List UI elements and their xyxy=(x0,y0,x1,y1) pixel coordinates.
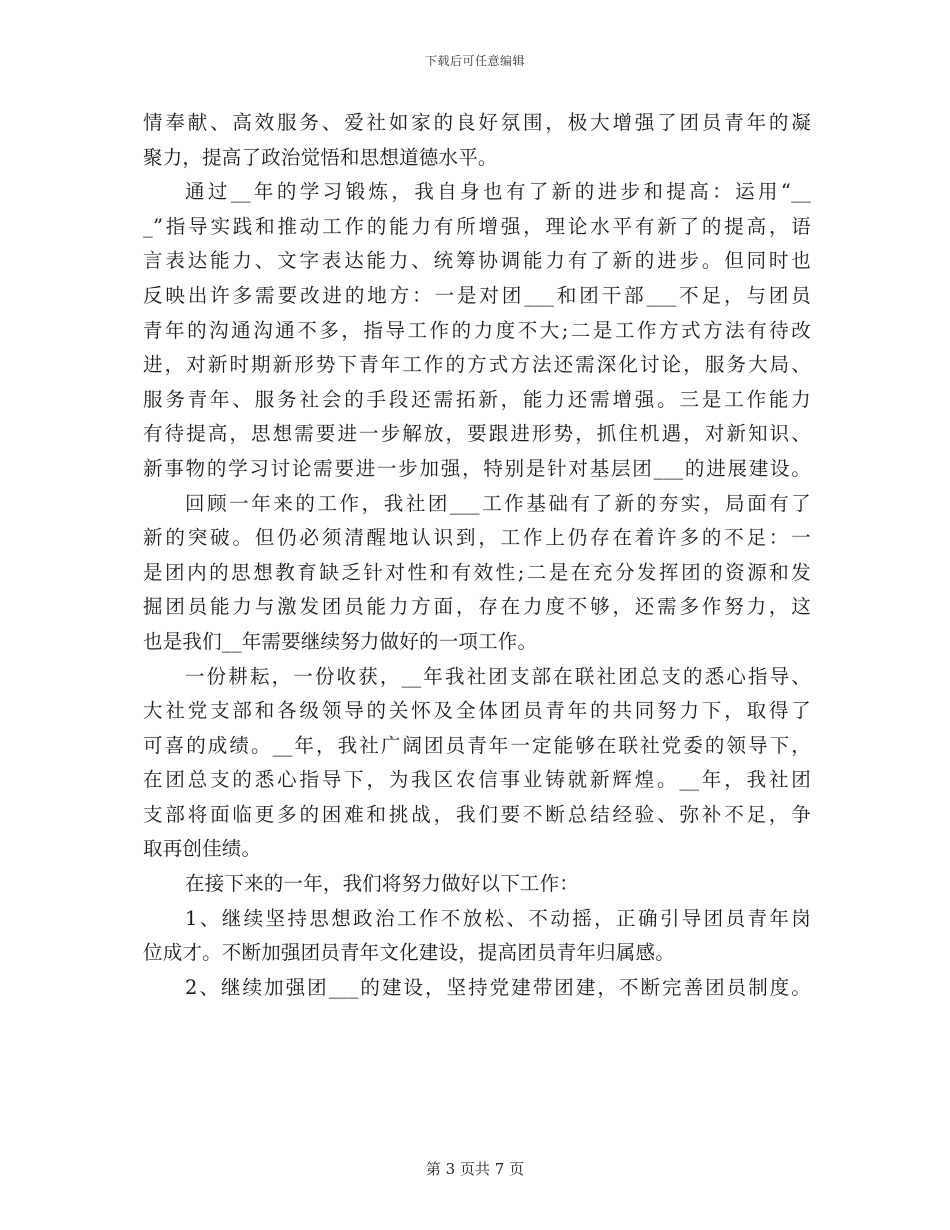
body-text-line: 在接下来的一年，我们将努力做好以下工作： xyxy=(185,872,580,896)
body-text-line: 也是我们__年需要继续努力做好的一项工作。 xyxy=(143,629,538,653)
body-text-line: 有待提高，思想需要进一步解放，要跟进形势，抓住机遇，对新知识、 xyxy=(143,422,811,446)
body-text-line: 言表达能力、文字表达能力、统筹协调能力有了新的进步。但同时也 xyxy=(143,249,811,273)
body-text-line: 取再创佳绩。 xyxy=(143,837,262,861)
body-text-line: 可喜的成绩。__年，我社广阔团员青年一定能够在联社党委的领导下， xyxy=(143,733,811,757)
body-text-line: 1、继续坚持思想政治工作不放松、不动摇，正确引导团员青年岗 xyxy=(185,906,811,930)
body-text-line: 反映出许多需要改进的地方：一是对团___和团干部___不足，与团员 xyxy=(143,283,811,307)
body-text-line: 大社党支部和各级领导的关怀及全体团员青年的共同努力下，取得了 xyxy=(143,699,811,723)
document-body xyxy=(143,106,811,1005)
body-text-line: 进，对新时期新形势下青年工作的方式方法还需深化讨论，服务大局、 xyxy=(143,353,811,377)
body-text-line: 新的突破。但仍必须清醒地认识到，工作上仍存在着许多的不足：一 xyxy=(143,526,811,550)
body-text-line: 新事物的学习讨论需要进一步加强，特别是针对基层团___的进展建设。 xyxy=(143,456,811,480)
body-text-line: 通过__年的学习锻炼，我自身也有了新的进步和提高：运用“__ xyxy=(185,180,811,204)
body-text-line: 一份耕耘，一份收获，__年我社团支部在联社团总支的悉心指导、 xyxy=(185,664,811,688)
page-footer-number: 第 3 页共 7 页 xyxy=(425,1160,525,1178)
body-text-line: _”指导实践和推动工作的能力有所增强，理论水平有新了的提高，语 xyxy=(143,214,811,238)
body-text-line: 聚力，提高了政治觉悟和思想道德水平。 xyxy=(143,145,498,169)
body-text-line: 在团总支的悉心指导下，为我区农信事业铸就新辉煌。__年，我社团 xyxy=(143,768,811,792)
body-text-line: 是团内的思想教育缺乏针对性和有效性;二是在充分发挥团的资源和发 xyxy=(143,560,811,584)
body-text-line: 青年的沟通沟通不多，指导工作的力度不大;二是工作方式方法有待改 xyxy=(143,318,811,342)
body-text-line: 服务青年、服务社会的手段还需拓新，能力还需增强。三是工作能力 xyxy=(143,387,811,411)
page-header-note: 下载后可任意编辑 xyxy=(424,54,525,68)
body-text-line: 支部将面临更多的困难和挑战，我们要不断总结经验、弥补不足，争 xyxy=(143,802,811,826)
body-text-line: 情奉献、高效服务、爱社如家的良好氛围，极大增强了团员青年的凝 xyxy=(143,111,811,134)
body-text-line: 位成才。不断加强团员青年文化建设，提高团员青年归属感。 xyxy=(143,941,675,965)
body-text-line: 回顾一年来的工作，我社团___工作基础有了新的夯实，局面有了 xyxy=(185,491,811,515)
body-text-line: 掘团员能力与激发团员能力方面，存在力度不够，还需多作努力，这 xyxy=(143,595,811,619)
body-text-line: 2、继续加强团___的建设，坚持党建带团建，不断完善团员制度。 xyxy=(185,975,811,999)
